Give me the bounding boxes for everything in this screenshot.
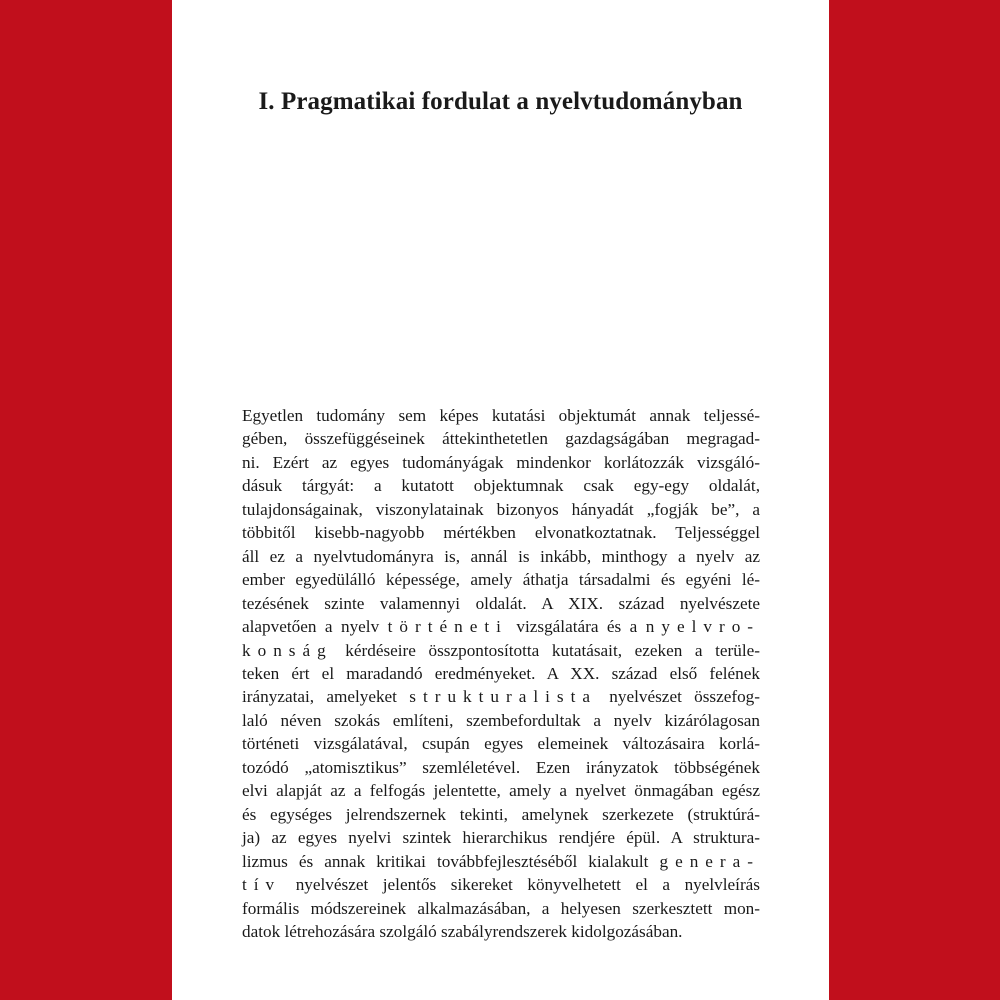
spaced-emphasis: történeti [387, 617, 508, 637]
text-segment: Egyetlen tudomány sem képes kutatási objektumát annak teljessé- [242, 406, 760, 425]
text-segment: lizmus és annak kritikai továbbfejlesztéséből kialakult [242, 851, 660, 871]
text-line [242, 545, 760, 568]
text-segment: alapvetően a nyelv [242, 617, 388, 637]
text-line [242, 732, 760, 755]
text-segment: tozódó „atomisztikus” szemléletével. Ezen irányzatok többségének [242, 757, 760, 777]
text-line [242, 521, 760, 544]
text-line [242, 709, 760, 732]
text-segment: áll ez a nyelvtudományra is, annál is inkább, minthogy a nyelv az [242, 546, 760, 566]
text-segment: történeti vizsgálatával, csupán egyes elemeinek változásaira korlá- [242, 734, 760, 754]
book-page [172, 0, 829, 1000]
chapter-title: I. Pragmatikai fordulat a nyelvtudományban [258, 88, 743, 115]
text-line [242, 615, 760, 638]
spaced-emphasis: genera- [659, 851, 760, 871]
text-segment: laló néven szokás említeni, szembefordultak a nyelv kizárólagosan [242, 710, 760, 730]
text-line [242, 404, 760, 427]
spaced-emphasis: tív [242, 875, 282, 895]
text-segment: ni. Ezért az egyes tudományágak mindenkor korlátozzák vizsgáló- [242, 452, 760, 472]
spaced-emphasis: konság [242, 640, 333, 660]
text-segment: és egységes jelrendszernek tekinti, amelynek szerkezete (struktúrá- [242, 804, 760, 824]
text-segment: irányzatai, amelyeket [242, 687, 410, 707]
text-segment: többitől kisebb-nagyobb mértékben elvonatkoztatnak. Teljességgel [242, 523, 760, 543]
text-segment: kérdéseire összpontosította kutatásait, ezeken a terüle- [332, 640, 760, 660]
text-line [242, 474, 760, 497]
text-segment: tulajdonságainak, viszonylatainak bizonyos hányadát „fogják be”, a [242, 499, 760, 519]
text-segment: nyelvészet jelentős sikereket könyvelhetett el a nyelvleírás [281, 875, 760, 895]
text-segment: teken ért el maradandó eredményeket. A XX. század első felének [242, 663, 760, 683]
spaced-emphasis: nyelvro- [645, 617, 761, 637]
text-line [242, 826, 760, 849]
text-segment: dásuk tárgyát: a kutatott objektumnak csak egy-egy oldalát, [242, 476, 760, 496]
text-segment: gében, összefüggéseinek áttekinthetetlen gazdagságában megragad- [242, 429, 760, 449]
text-line [242, 779, 760, 802]
text-line [242, 685, 760, 708]
text-line [242, 498, 760, 521]
text-segment: ja) az egyes nyelvi szintek hierarchikus rendjére épül. A struktura- [242, 828, 760, 848]
text-line [242, 897, 760, 920]
text-segment: ember egyedülálló képessége, amely áthatja társadalmi és egyéni lé- [242, 570, 760, 590]
text-line [242, 756, 760, 779]
text-line [242, 873, 760, 896]
text-line [242, 427, 760, 450]
text-segment: datok létrehozására szolgáló szabályrendszerek kidolgozásában. [242, 921, 683, 941]
text-line [242, 920, 760, 943]
spaced-emphasis: strukturalista [409, 687, 598, 707]
text-segment: elvi alapját az a felfogás jelentette, amely a nyelvet önmagában egész [242, 781, 760, 801]
text-segment: nyelvészet összefog- [597, 687, 760, 707]
text-line [242, 639, 760, 662]
text-line [242, 662, 760, 685]
text-segment: tezésének szinte valamennyi oldalát. A XIX. század nyelvészete [242, 593, 760, 613]
body-text [242, 404, 760, 943]
text-segment: vizsgálatára és a [507, 617, 646, 637]
text-segment: formális módszereinek alkalmazásában, a helyesen szerkesztett mon- [242, 898, 760, 918]
text-line [242, 592, 760, 615]
text-line [242, 803, 760, 826]
text-line [242, 568, 760, 591]
text-line [242, 850, 760, 873]
text-line [242, 451, 760, 474]
